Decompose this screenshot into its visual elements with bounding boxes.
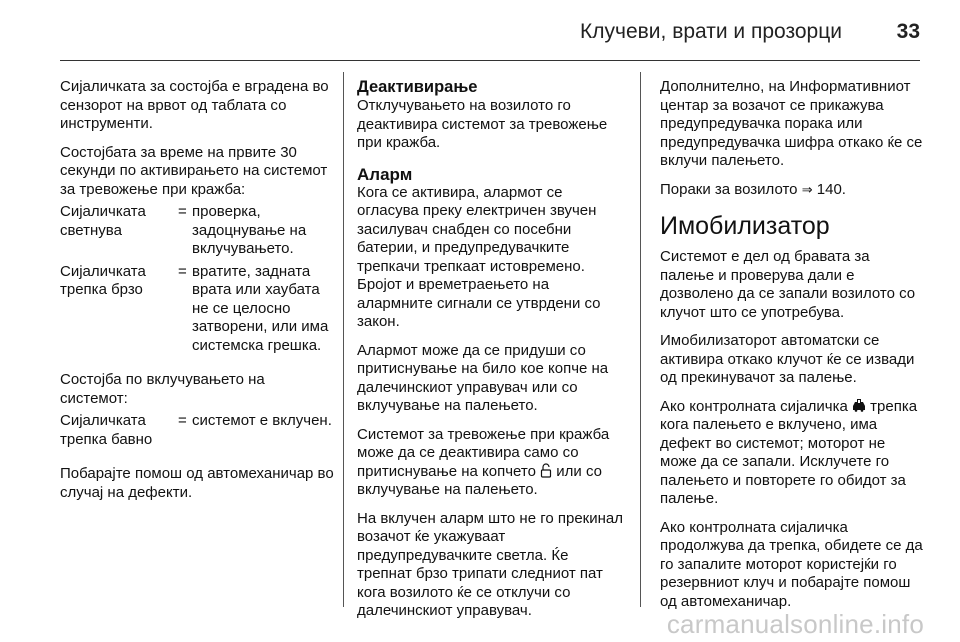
status-lamp-intro: Сијаличката за состојба е вградена во сензорот на врвот од таблата со инструменти. [60,78,329,132]
fault-advice: Побарајте помош од автомеханичар во случај на дефекти. [60,465,334,501]
cross-reference-page: 140. [816,180,846,198]
immobilizer-paragraph-2: Имобилизаторот автоматски се активира откако клучот ќе се извади од прекинувачот за палење. [660,332,915,386]
alarm-paragraph-4: На вклучен аларм што не го прекинал возачот ќе укажуваат предупредувачките светла. Ќе трепнат брзо трипати следниот пат кога возилото ќе се отклучи со далечинскиот управувач. [357,509,623,619]
alarm-paragraph-3 [357,426,627,500]
immobilizer-paragraph-1: Системот е дел од бравата за палење и проверува дали е дозволено да се запали возилото со клучот што се употребува. [660,248,916,321]
alarm-paragraph-3-end: или со вклучување на палењето. [357,462,602,498]
immobilizer-paragraph-4: Ако контролната сијаличка продолжува да трепка, обидете се да го запалите моторот користејќи го резервниот клуч и побарајте помош од автомеханичар. [660,518,923,610]
alarm-paragraph-3-start: Системот за тревожење при кражба може да се деактивира само со притиснување на копчето [357,425,610,480]
immobilizer-car-key-icon [852,398,866,417]
immobilizer-paragraph-3-start: Ако контролната сијаличка [660,397,848,415]
deactivation-heading: Деактивирање [357,78,478,96]
column-2 [357,78,627,631]
page-header [0,0,960,62]
alarm-paragraph-2: Алармот може да се придуши со притиснување на било кое копче на далечинскиот управувач или со вклучување на палењето. [357,341,609,414]
column-divider-1 [343,72,344,607]
page-title: Клучеви, врати и прозорци [580,20,842,43]
table-row-value: проверка, задоцнување на вклучувањето. [192,203,307,257]
watermark-text: carmanualsonline.info [666,609,924,639]
immobilizer-paragraph-3-end: трепка кога палењето е вклучено, има дефект во системот; моторот не може да се запали. Исклучете го палењето и повторете го обидот за палење. [660,397,918,507]
unlock-button-icon [540,463,552,482]
alarm-heading: Аларм [357,164,413,184]
deactivation-text: Отклучувањето на возилото го деактивира системот за тревожење при кражба. [357,97,608,151]
status-table-1 [60,203,335,355]
table-row-label: Сијаличката трепка брзо [60,262,146,298]
immobilizer-heading: Имобилизатор [660,212,830,240]
status-table-2 [60,412,335,449]
page-reference-arrow-icon: ⇒ [801,182,813,198]
immobilizer-paragraph-3 [660,398,924,509]
column-divider-2 [640,72,641,607]
table-row-eq: = [178,412,187,429]
cross-reference [660,181,924,201]
page-number: 33 [896,20,920,43]
header-divider [60,60,920,61]
column-1 [60,78,335,512]
dic-message-text: Дополнително, на Информативниот центар за возачот се прикажува предупредувачка порака или предупредувачка шифра откако ќе се вклучи палењето. [660,78,923,169]
table-row-eq: = [178,203,187,220]
alarm-paragraph-1: Кога се активира, алармот се огласува преку електричен звучен засилувач снабден со посебни батерии, и предупредувачките трепкачи трепкаат истовремено. Бројот и времетраењето на алармните сигнали се утврдени со закон. [357,183,601,330]
table-row-label: Сијаличката трепка бавно [60,412,153,448]
table-row-value: вратите, задната врата или хаубата не се целосно затворени, или има системска грешка. [192,262,329,354]
table-row-value: системот е вклучен. [192,412,332,429]
after-activation-intro: Состојба по вклучувањето на системот: [60,371,265,407]
column-3 [660,78,924,621]
table-row-eq: = [178,262,187,280]
cross-reference-text: Пораки за возилото [660,180,798,198]
table-row-label: Сијаличката светнува [60,203,146,239]
first-30s-intro: Состојбата за време на првите 30 секунди по активирањето на системот за тревожење при кражба: [60,143,328,198]
